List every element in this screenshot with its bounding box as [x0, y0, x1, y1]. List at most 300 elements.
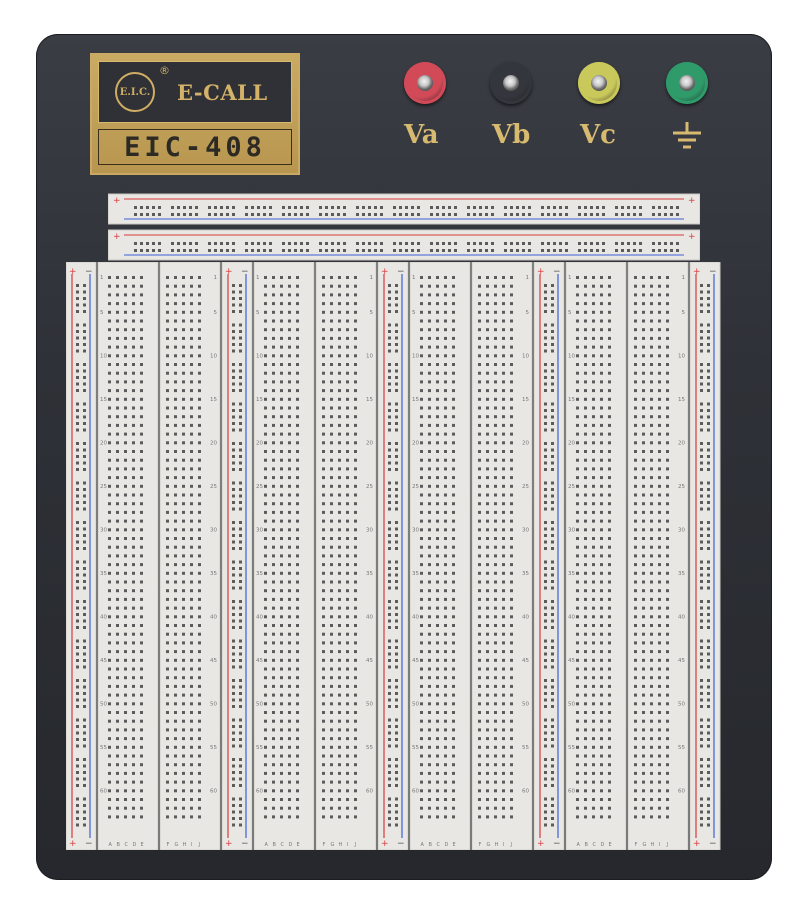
strip-hole	[174, 772, 177, 775]
strip-hole	[642, 363, 645, 366]
strip-hole	[584, 311, 587, 314]
strip-hole	[140, 346, 143, 349]
strip-hole	[608, 798, 611, 801]
strip-hole	[444, 659, 447, 662]
strip-hole	[452, 807, 455, 810]
bus-hole	[146, 249, 149, 252]
rail-hole	[707, 409, 710, 412]
rail-hole	[395, 389, 398, 392]
strip-hole	[428, 581, 431, 584]
strip-hole	[124, 511, 127, 514]
strip-hole	[182, 607, 185, 610]
strip-hole	[576, 424, 579, 427]
rail-hole	[239, 534, 242, 537]
rail-hole	[232, 765, 235, 768]
strip-hole	[634, 789, 637, 792]
bus-hole	[578, 242, 581, 245]
rail-hole	[232, 679, 235, 682]
bus-hole	[306, 206, 309, 209]
strip-hole	[354, 815, 357, 818]
rail-hole	[239, 817, 242, 820]
strip-hole	[576, 441, 579, 444]
strip-hole	[132, 398, 135, 401]
strip-hole	[510, 415, 513, 418]
strip-hole	[444, 450, 447, 453]
strip-hole	[108, 293, 111, 296]
strip-hole	[338, 711, 341, 714]
strip-hole	[272, 720, 275, 723]
strip-hole	[116, 633, 119, 636]
row-number-label: 1	[100, 275, 104, 281]
terminal-vc[interactable]	[578, 62, 620, 104]
strip-hole	[322, 293, 325, 296]
rail-hole	[83, 817, 86, 820]
strip-hole	[444, 459, 447, 462]
rail-hole	[239, 620, 242, 623]
strip-hole	[338, 441, 341, 444]
rail-hole	[76, 488, 79, 491]
terminal-vb[interactable]	[490, 62, 532, 104]
bus-hole	[479, 206, 482, 209]
strip-hole	[296, 320, 299, 323]
rail-hole	[395, 462, 398, 465]
strip-hole	[330, 537, 333, 540]
strip-hole	[428, 798, 431, 801]
rail-hole	[707, 798, 710, 801]
rail-hole	[700, 686, 703, 689]
bus-hole	[658, 249, 661, 252]
bus-hole	[559, 206, 562, 209]
rail-hole	[551, 455, 554, 458]
strip-hole	[346, 755, 349, 758]
strip-hole	[510, 763, 513, 766]
strip-hole	[634, 398, 637, 401]
strip-hole	[140, 554, 143, 557]
strip-hole	[280, 389, 283, 392]
strip-hole	[124, 728, 127, 731]
strip-hole	[634, 302, 637, 305]
rail-hole	[551, 679, 554, 682]
row-number-label: 10	[256, 353, 263, 360]
strip-hole	[486, 702, 489, 705]
row-number-label: 1	[369, 275, 373, 281]
rail-hole	[395, 607, 398, 610]
rail-hole	[544, 824, 547, 827]
strip-hole	[634, 737, 637, 740]
strip-hole	[174, 720, 177, 723]
strip-hole	[182, 337, 185, 340]
strip-hole	[502, 485, 505, 488]
rail-hole	[83, 732, 86, 735]
row-number-label: 10	[100, 353, 107, 360]
rail-hole	[551, 567, 554, 570]
strip-hole	[478, 476, 481, 479]
rail-hole	[707, 521, 710, 524]
strip-hole	[634, 650, 637, 653]
rail-hole	[551, 811, 554, 814]
strip-hole	[494, 346, 497, 349]
bus-hole	[146, 242, 149, 245]
row-number-label: 55	[100, 744, 107, 751]
rail-hole	[700, 429, 703, 432]
strip-hole	[576, 798, 579, 801]
strip-hole	[190, 763, 193, 766]
strip-hole	[132, 572, 135, 575]
rail-hole	[388, 798, 391, 801]
strip-hole	[510, 293, 513, 296]
terminal-va[interactable]	[404, 62, 446, 104]
rail-minus-label: −	[709, 267, 717, 277]
column-letter-label: F	[634, 842, 638, 848]
strip-hole	[436, 285, 439, 288]
strip-hole	[634, 485, 637, 488]
rail-hole	[388, 343, 391, 346]
strip-hole	[494, 720, 497, 723]
row-number-label: 10	[568, 353, 575, 360]
strip-hole	[132, 554, 135, 557]
strip-hole	[420, 433, 423, 436]
strip-hole	[288, 485, 291, 488]
terminal-vb-socket-icon	[503, 75, 519, 91]
strip-hole	[420, 737, 423, 740]
rail-hole	[83, 587, 86, 590]
strip-hole	[264, 554, 267, 557]
rail-hole	[232, 337, 235, 340]
strip-hole	[452, 659, 455, 662]
bus-hole	[652, 206, 655, 209]
bus-hole	[152, 213, 155, 216]
rail-hole	[700, 640, 703, 643]
strip-hole	[600, 720, 603, 723]
strip-hole	[600, 389, 603, 392]
strip-hole	[338, 755, 341, 758]
rail-hole	[707, 449, 710, 452]
strip-hole	[666, 789, 669, 792]
strip-hole	[354, 311, 357, 314]
strip-hole	[354, 563, 357, 566]
rail-hole	[388, 580, 391, 583]
strip-hole	[502, 346, 505, 349]
strip-hole	[650, 311, 653, 314]
bus-hole	[251, 206, 254, 209]
strip-hole	[478, 728, 481, 731]
strip-hole	[174, 293, 177, 296]
strip-hole	[634, 728, 637, 731]
strip-hole	[296, 380, 299, 383]
rail-hole	[544, 771, 547, 774]
rail-hole	[76, 692, 79, 695]
strip-hole	[140, 276, 143, 279]
rail-hole	[232, 567, 235, 570]
strip-hole	[666, 755, 669, 758]
strip-hole	[198, 502, 201, 505]
strip-hole	[272, 520, 275, 523]
strip-hole	[140, 433, 143, 436]
bus-hole	[232, 213, 235, 216]
strip-hole	[322, 407, 325, 410]
strip-hole	[296, 728, 299, 731]
strip-hole	[420, 720, 423, 723]
bus-hole	[362, 242, 365, 245]
strip-hole	[124, 598, 127, 601]
bus-hole	[300, 213, 303, 216]
strip-hole	[280, 424, 283, 427]
strip-hole	[140, 380, 143, 383]
strip-hole	[288, 702, 291, 705]
bus-hole	[442, 249, 445, 252]
strip-hole	[338, 598, 341, 601]
rail-hole	[700, 350, 703, 353]
row-number-label: 15	[256, 396, 263, 403]
strip-hole	[666, 711, 669, 714]
strip-hole	[182, 789, 185, 792]
row-number-label: 60	[100, 788, 107, 795]
strip-hole	[658, 772, 661, 775]
rail-hole	[551, 646, 554, 649]
strip-hole	[510, 711, 513, 714]
strip-hole	[354, 389, 357, 392]
strip-hole	[296, 502, 299, 505]
strip-hole	[198, 633, 201, 636]
strip-hole	[576, 607, 579, 610]
strip-hole	[650, 302, 653, 305]
strip-hole	[592, 320, 595, 323]
bus-hole	[411, 206, 414, 209]
strip-hole	[592, 276, 595, 279]
rail-hole	[239, 284, 242, 287]
rail-hole	[700, 383, 703, 386]
strip-hole	[444, 598, 447, 601]
rail-hole	[232, 488, 235, 491]
strip-hole	[322, 711, 325, 714]
strip-hole	[436, 328, 439, 331]
rail-hole	[551, 383, 554, 386]
rail-hole	[700, 442, 703, 445]
strip-hole	[478, 554, 481, 557]
strip-hole	[592, 424, 595, 427]
row-number-label: 35	[568, 570, 575, 577]
bus-hole	[368, 249, 371, 252]
strip-hole	[280, 702, 283, 705]
strip-hole	[600, 494, 603, 497]
strip-hole	[182, 520, 185, 523]
strip-hole	[140, 467, 143, 470]
strip-hole	[584, 633, 587, 636]
rail-hole	[395, 370, 398, 373]
strip-hole	[116, 476, 119, 479]
strip-hole	[182, 659, 185, 662]
strip-hole	[666, 459, 669, 462]
strip-hole	[436, 485, 439, 488]
bus-hole	[140, 206, 143, 209]
rail-hole	[395, 699, 398, 702]
rail-hole	[239, 580, 242, 583]
strip-hole	[124, 755, 127, 758]
strip-hole	[452, 720, 455, 723]
rail-hole	[239, 607, 242, 610]
column-letter-label: E	[296, 842, 300, 848]
strip-hole	[174, 641, 177, 644]
bus-hole	[269, 249, 272, 252]
strip-hole	[576, 528, 579, 531]
strip-hole	[658, 441, 661, 444]
strip-hole	[436, 815, 439, 818]
strip-hole	[650, 633, 653, 636]
strip-hole	[108, 554, 111, 557]
strip-hole	[436, 511, 439, 514]
rail-hole	[83, 607, 86, 610]
strip-hole	[124, 276, 127, 279]
strip-hole	[642, 372, 645, 375]
strip-hole	[346, 320, 349, 323]
rail-hole	[239, 798, 242, 801]
rail-hole	[395, 580, 398, 583]
strip-hole	[140, 633, 143, 636]
bus-hole	[177, 206, 180, 209]
strip-hole	[658, 668, 661, 671]
rail-hole	[700, 817, 703, 820]
rail-hole	[76, 291, 79, 294]
rail-hole	[395, 574, 398, 577]
strip-hole	[296, 572, 299, 575]
bus-hole	[639, 213, 642, 216]
strip-hole	[166, 607, 169, 610]
strip-hole	[280, 328, 283, 331]
strip-hole	[108, 789, 111, 792]
bus-hole	[325, 213, 328, 216]
rail-hole	[76, 330, 79, 333]
strip-hole	[428, 737, 431, 740]
rail-hole	[700, 409, 703, 412]
terminal-ground[interactable]	[666, 62, 708, 104]
strip-hole	[322, 328, 325, 331]
rail-hole	[700, 653, 703, 656]
strip-hole	[494, 589, 497, 592]
strip-hole	[190, 572, 193, 575]
strip-hole	[166, 459, 169, 462]
bus-hole	[368, 242, 371, 245]
rail-hole	[239, 376, 242, 379]
strip-hole	[330, 676, 333, 679]
bus-hole	[553, 242, 556, 245]
strip-hole	[132, 293, 135, 296]
bus-hole	[658, 206, 661, 209]
rail-hole	[395, 468, 398, 471]
rail-hole	[544, 297, 547, 300]
rail-hole	[700, 534, 703, 537]
strip-hole	[478, 737, 481, 740]
strip-hole	[634, 354, 637, 357]
rail-hole	[544, 370, 547, 373]
strip-hole	[354, 380, 357, 383]
strip-hole	[346, 415, 349, 418]
strip-hole	[634, 746, 637, 749]
strip-hole	[486, 807, 489, 810]
strip-hole	[608, 581, 611, 584]
bus-hole	[319, 213, 322, 216]
strip-hole	[182, 511, 185, 514]
strip-hole	[346, 659, 349, 662]
strip-hole	[642, 424, 645, 427]
rail-hole	[707, 324, 710, 327]
bus-hole	[405, 213, 408, 216]
strip-hole	[436, 398, 439, 401]
strip-hole	[634, 589, 637, 592]
strip-hole	[354, 789, 357, 792]
strip-hole	[420, 615, 423, 618]
strip-hole	[576, 311, 579, 314]
strip-hole	[584, 711, 587, 714]
strip-hole	[658, 798, 661, 801]
bus-hole	[522, 249, 525, 252]
strip-hole	[140, 763, 143, 766]
strip-hole	[600, 380, 603, 383]
strip-hole	[132, 415, 135, 418]
rail-hole	[83, 600, 86, 603]
strip-hole	[346, 589, 349, 592]
rail-hole	[395, 495, 398, 498]
rail-hole	[83, 738, 86, 741]
strip-hole	[132, 763, 135, 766]
strip-hole	[116, 511, 119, 514]
rail-hole	[388, 692, 391, 695]
strip-hole	[116, 772, 119, 775]
strip-hole	[642, 389, 645, 392]
strip-hole	[486, 389, 489, 392]
strip-hole	[116, 450, 119, 453]
bus-hole	[510, 206, 513, 209]
strip-hole	[452, 711, 455, 714]
strip-hole	[634, 311, 637, 314]
strip-hole	[116, 641, 119, 644]
strip-hole	[592, 337, 595, 340]
strip-hole	[444, 676, 447, 679]
rail-hole	[551, 304, 554, 307]
rail-hole	[83, 521, 86, 524]
row-number-label: 10	[678, 353, 685, 360]
rail-hole	[544, 337, 547, 340]
strip-hole	[140, 772, 143, 775]
strip-hole	[642, 746, 645, 749]
strip-hole	[182, 363, 185, 366]
strip-hole	[354, 702, 357, 705]
strip-hole	[634, 467, 637, 470]
strip-hole	[650, 459, 653, 462]
strip-hole	[264, 502, 267, 505]
strip-hole	[592, 372, 595, 375]
rail-hole	[707, 389, 710, 392]
rail-hole	[700, 330, 703, 333]
strip-hole	[296, 598, 299, 601]
strip-hole	[494, 641, 497, 644]
strip-hole	[510, 650, 513, 653]
rail-hole	[707, 304, 710, 307]
strip-hole	[198, 407, 201, 410]
strip-hole	[444, 380, 447, 383]
bus-hole	[183, 206, 186, 209]
strip-hole	[584, 520, 587, 523]
rail-hole	[551, 297, 554, 300]
strip-hole	[330, 398, 333, 401]
rail-hole	[232, 330, 235, 333]
strip-hole	[288, 424, 291, 427]
strip-hole	[658, 415, 661, 418]
bus-hole	[158, 242, 161, 245]
strip-hole	[420, 398, 423, 401]
row-number-label: 5	[213, 309, 217, 316]
strip-hole	[502, 476, 505, 479]
strip-hole	[650, 467, 653, 470]
